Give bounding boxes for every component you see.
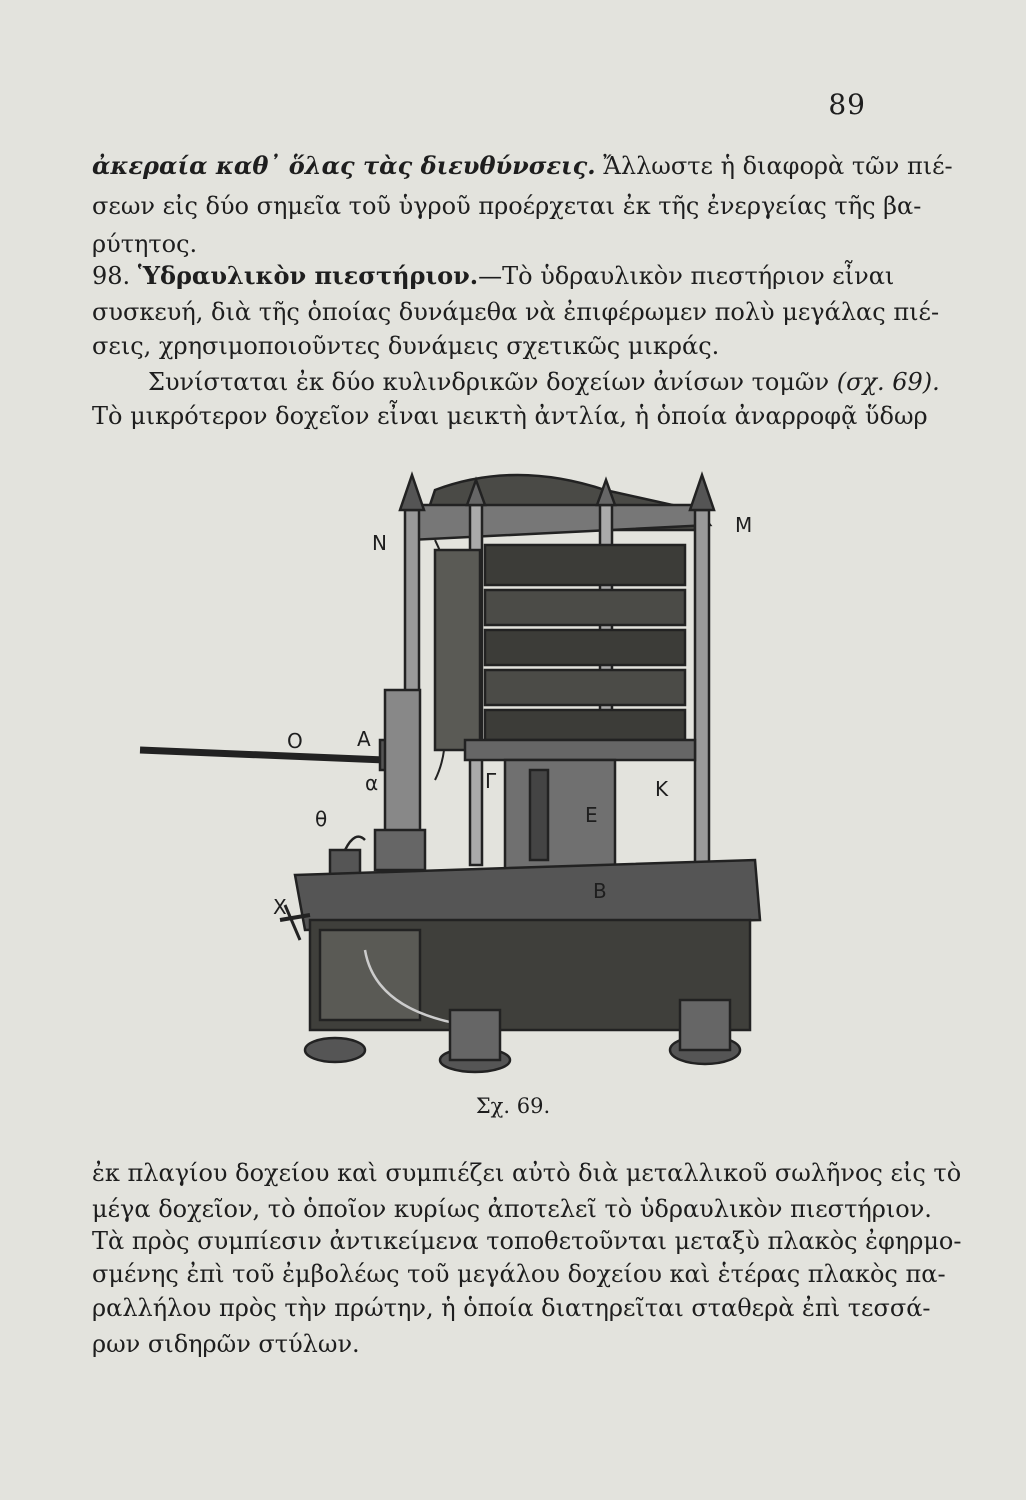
label-theta: θ	[315, 807, 328, 831]
label-m: M	[735, 513, 753, 537]
label-n: N	[372, 531, 387, 555]
text-line: ρων σιδηρῶν στύλων.	[92, 1330, 360, 1358]
text-line: Τὰ πρὸς συμπίεσιν ἀντικείμενα τοποθετοῦνται μεταξὺ πλακὸς ἐφηρμο-	[92, 1227, 962, 1255]
label-e: E	[585, 803, 598, 827]
section-heading-line: 98. Ὑδραυλικὸν πιεστήριον.—Τὸ ὑδραυλικὸν πιεστήριον εἶναι	[92, 261, 895, 290]
label-alpha: α	[365, 771, 379, 795]
label-a: A	[357, 727, 371, 751]
text-line: συσκευή, διὰ τῆς ὁποίας δυνάμεθα νὰ ἐπιφέρωμεν πολὺ μεγάλας πιέ-	[92, 298, 940, 326]
text-line: ἐκ πλαγίου δοχείου καὶ συμπιέζει αὐτὸ διὰ μεταλλικοῦ σωλῆνος εἰς τὸ	[92, 1159, 962, 1187]
section-number: 98.	[92, 262, 131, 290]
hydraulic-press-illustration	[135, 450, 895, 1090]
emphasis-text: ἀκεραία καθ᾽ ὅλας τὰς διευθύνσεις.	[92, 151, 596, 180]
section-title: Ὑδραυλικὸν πιεστήριον.	[137, 261, 479, 290]
text-line: ραλλήλου πρὸς τὴν πρώτην, ἡ ὁποία διατηρεῖται σταθερὰ ἐπὶ τεσσά-	[92, 1294, 931, 1322]
label-gamma: Γ	[485, 769, 497, 793]
text-line: Τὸ μικρότερον δοχεῖον εἶναι μεικτὴ ἀντλία, ἡ ὁποία ἀναρροφᾷ ὕδωρ	[92, 402, 928, 430]
figure-reference: (σχ. 69).	[836, 368, 940, 396]
page-number: 89	[828, 88, 866, 121]
text-line: μέγα δοχεῖον, τὸ ὁποῖον κυρίως ἀποτελεῖ τὸ ὑδραυλικὸν πιεστήριον.	[92, 1195, 932, 1223]
text-line: σεων εἰς δύο σημεῖα τοῦ ὑγροῦ προέρχεται ἐκ τῆς ἐνεργείας τῆς βα-	[92, 192, 922, 220]
label-k: K	[655, 777, 669, 801]
text-line: σεις, χρησιμοποιοῦντες δυνάμεις σχετικῶς μικράς.	[92, 332, 720, 360]
figure-caption: Σχ. 69.	[475, 1094, 551, 1118]
text-line: σμένης ἐπὶ τοῦ ἐμβολέως τοῦ μεγάλου δοχείου καὶ ἑτέρας πλακὸς πα-	[92, 1260, 946, 1288]
text-line: ἀκεραία καθ᾽ ὅλας τὰς διευθύνσεις. Ἄλλωστε ἡ διαφορὰ τῶν πιέ-	[92, 151, 953, 180]
text-line: ρύτητος.	[92, 230, 198, 258]
label-b: B	[593, 879, 607, 903]
text-line: Συνίσταται ἐκ δύο κυλινδρικῶν δοχείων ἀνίσων τομῶν (σχ. 69).	[148, 368, 940, 396]
label-x: X	[273, 895, 287, 919]
label-o: O	[287, 729, 303, 753]
